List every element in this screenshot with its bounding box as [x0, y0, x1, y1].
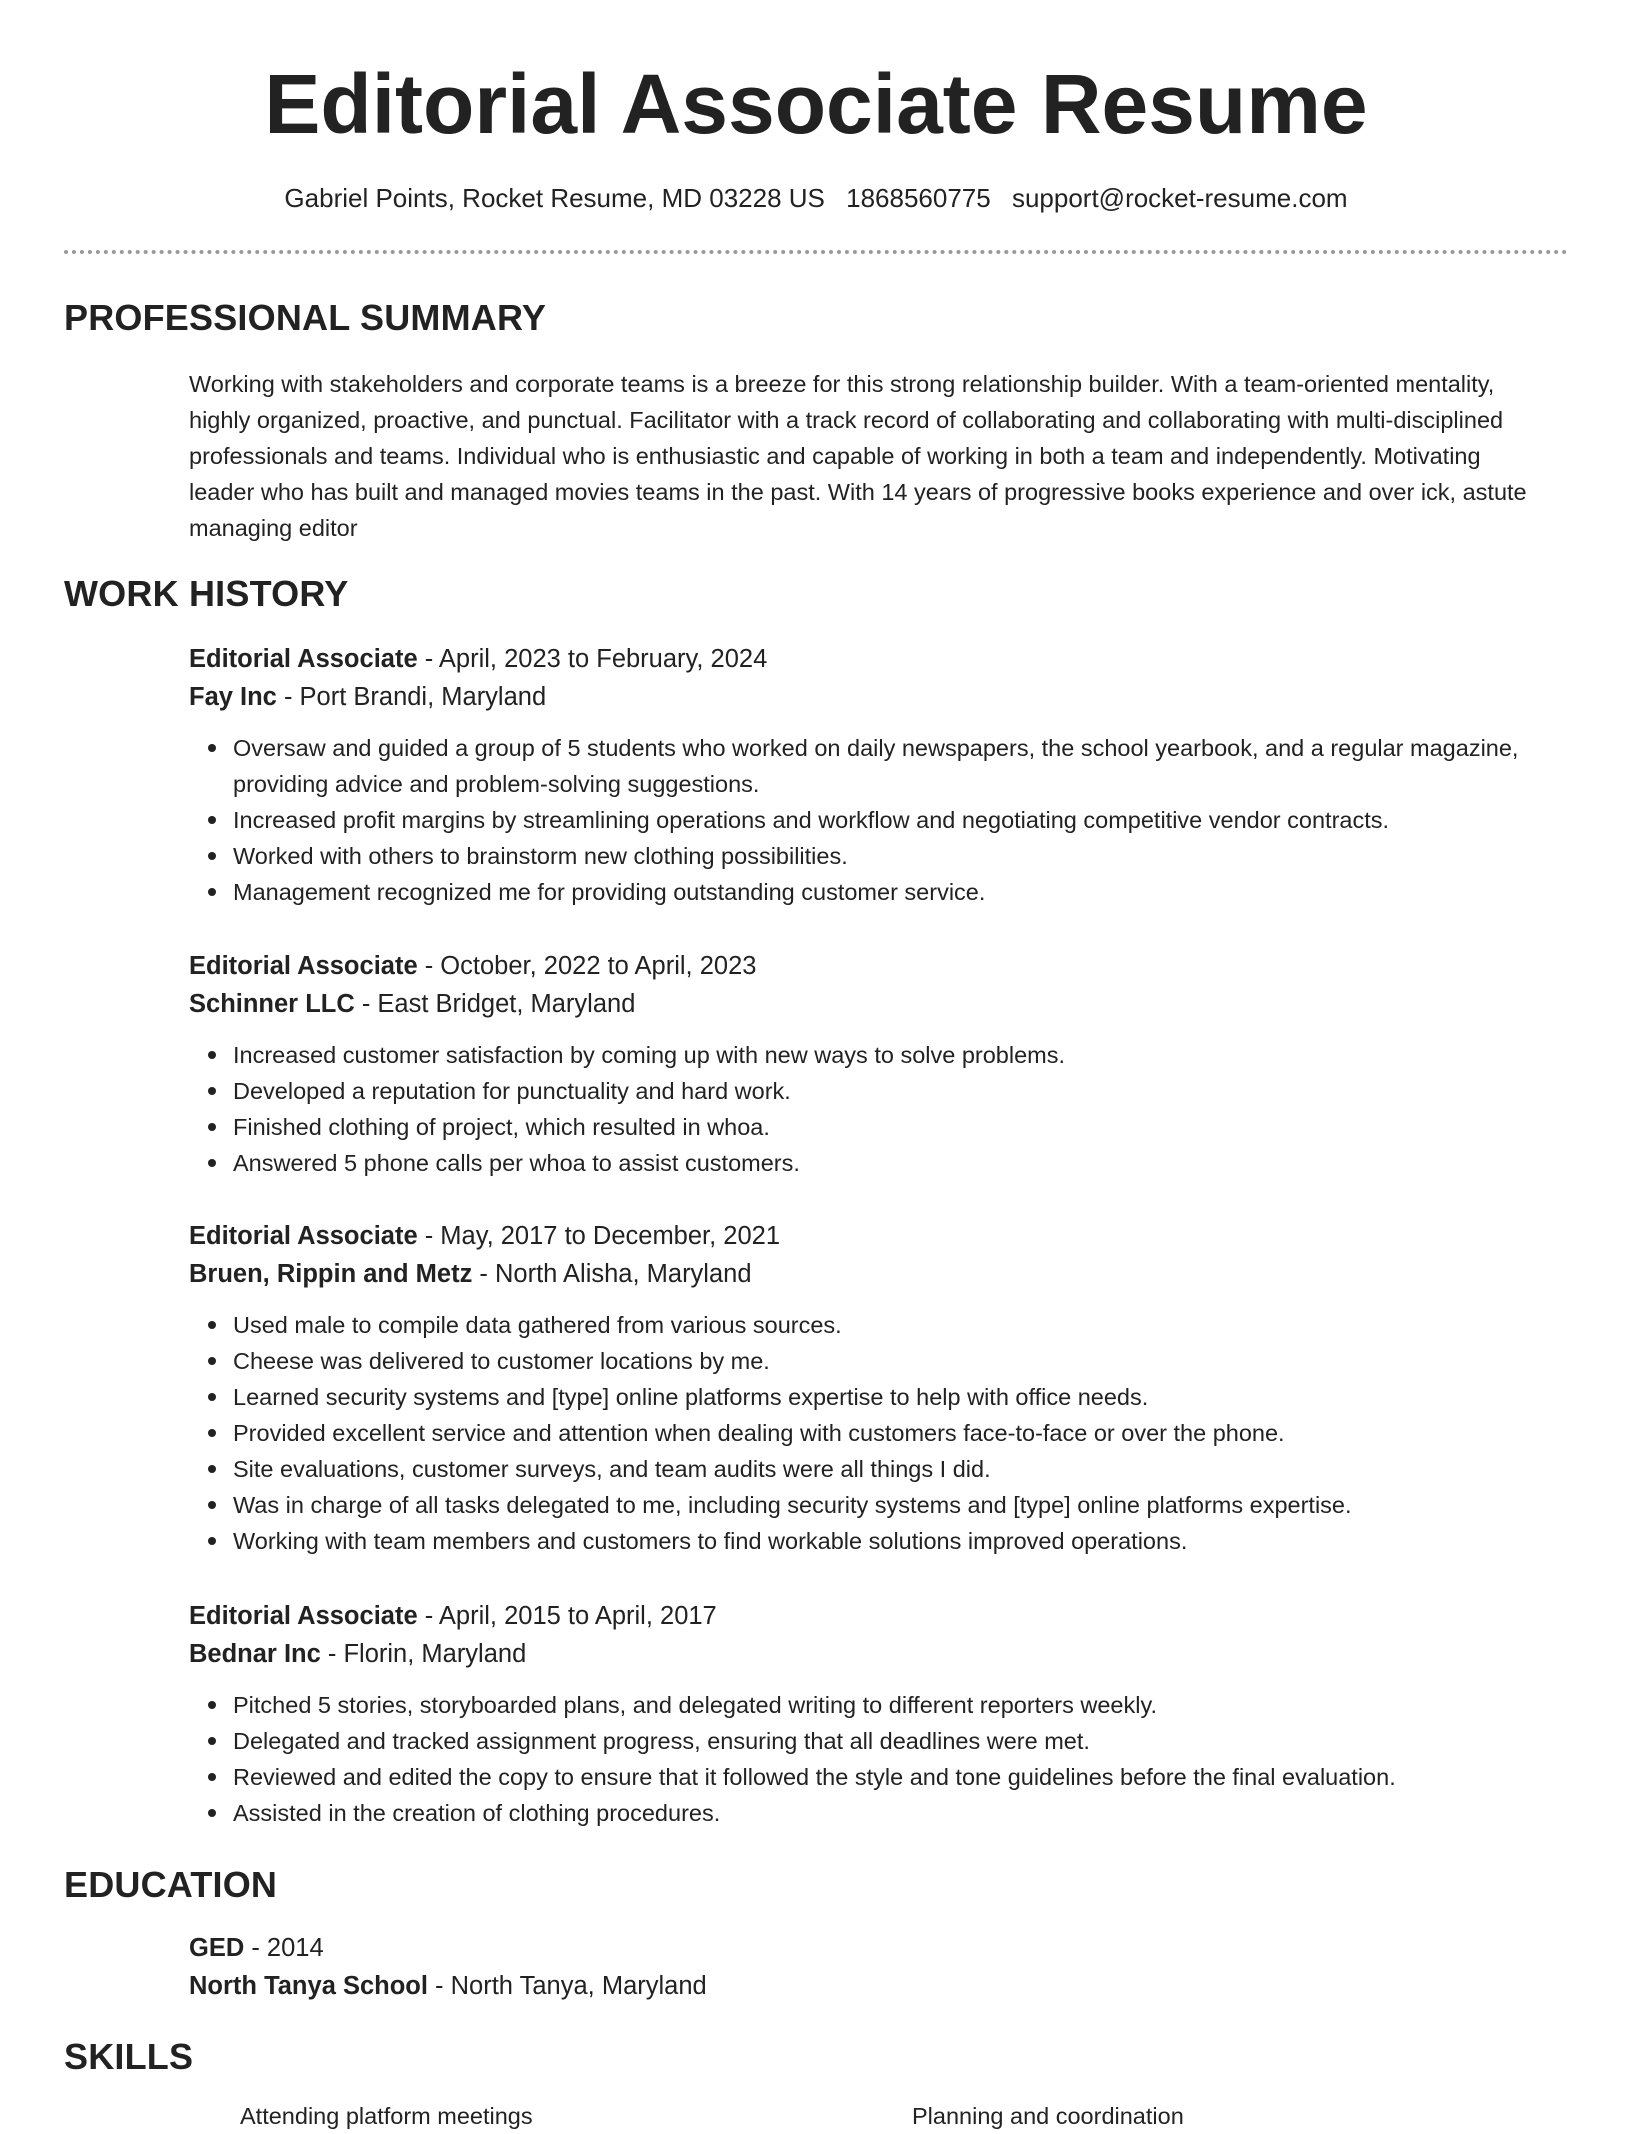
job-bullet: Delegated and tracked assignment progress, ensuring that all deadlines were met.: [233, 1723, 1569, 1759]
job-dates: - April, 2015 to April, 2017: [417, 1602, 717, 1630]
job-dates: - May, 2017 to December, 2021: [417, 1222, 781, 1250]
job-location: - East Bridget, Maryland: [354, 990, 636, 1018]
job-company-line: [189, 1635, 1569, 1673]
job-bullet: Management recognized me for providing outstanding customer service.: [233, 874, 1569, 910]
job-title: Editorial Associate: [189, 1602, 418, 1630]
job-bullet: Reviewed and edited the copy to ensure that it followed the style and tone guidelines before the final evaluation.: [233, 1759, 1569, 1795]
job-company: Bruen, Rippin and Metz: [189, 1260, 473, 1288]
job-company-line: [189, 1255, 1569, 1293]
job-entry: [189, 947, 1569, 1181]
summary-heading: PROFESSIONAL SUMMARY: [64, 297, 547, 338]
job-bullet: Was in charge of all tasks delegated to me, including security systems and [type] online platforms expertise.: [233, 1487, 1569, 1523]
job-title: Editorial Associate: [189, 952, 418, 980]
resume-title: Editorial Associate Resume: [264, 57, 1368, 151]
contact-email: support@rocket-resume.com: [1011, 183, 1348, 213]
job-bullet: Answered 5 phone calls per whoa to assist customers.: [233, 1145, 1569, 1181]
job-bullet: Cheese was delivered to customer locations by me.: [233, 1343, 1569, 1379]
job-bullet: Provided excellent service and attention when dealing with customers face-to-face or over the phone.: [233, 1415, 1569, 1451]
skill-item: Planning and coordination: [912, 2103, 1184, 2129]
job-company-line: [189, 985, 1569, 1023]
job-bullet: Increased customer satisfaction by coming up with new ways to solve problems.: [233, 1037, 1569, 1073]
job-bullets: [189, 1687, 1569, 1831]
job-bullet: Worked with others to brainstorm new clothing possibilities.: [233, 838, 1569, 874]
job-bullet: Assisted in the creation of clothing procedures.: [233, 1795, 1569, 1831]
job-location: - Florin, Maryland: [320, 1640, 527, 1668]
job-bullets: [189, 1307, 1569, 1559]
job-bullets: [189, 1037, 1569, 1181]
job-entry: [189, 1217, 1569, 1559]
education-location: - North Tanya, Maryland: [427, 1972, 707, 2000]
job-bullet: Pitched 5 stories, storyboarded plans, and delegated writing to different reporters weekly.: [233, 1687, 1569, 1723]
contact-address: Gabriel Points, Rocket Resume, MD 03228 US: [284, 183, 825, 213]
work-history-heading: WORK HISTORY: [64, 573, 349, 614]
job-title: Editorial Associate: [189, 1222, 418, 1250]
job-bullet: Working with team members and customers to find workable solutions improved operations.: [233, 1523, 1569, 1559]
contact-line: [0, 180, 1632, 216]
education-school-line: [189, 1967, 707, 2005]
job-bullet: Increased profit margins by streamlining operations and workflow and negotiating competitive vendor contracts.: [233, 802, 1569, 838]
job-company-line: [189, 678, 1569, 716]
skill-item: Attending platform meetings: [240, 2103, 533, 2129]
job-dates: - October, 2022 to April, 2023: [417, 952, 757, 980]
education-year: - 2014: [244, 1934, 324, 1962]
job-bullet: Used male to compile data gathered from various sources.: [233, 1307, 1569, 1343]
job-title: Editorial Associate: [189, 645, 418, 673]
education-entry: [189, 1929, 707, 2005]
job-bullet: Finished clothing of project, which resulted in whoa.: [233, 1109, 1569, 1145]
job-bullet: Site evaluations, customer surveys, and team audits were all things I did.: [233, 1451, 1569, 1487]
job-title-line: [189, 947, 1569, 985]
job-location: - Port Brandi, Maryland: [276, 683, 547, 711]
header-divider: [64, 250, 1568, 254]
job-title-line: [189, 1217, 1569, 1255]
job-bullet: Learned security systems and [type] online platforms expertise to help with office needs.: [233, 1379, 1569, 1415]
job-title-line: [189, 1597, 1569, 1635]
education-degree: GED: [189, 1934, 245, 1962]
education-heading: EDUCATION: [64, 1864, 278, 1905]
contact-phone: 1868560775: [846, 183, 991, 213]
skills-heading: SKILLS: [64, 2036, 194, 2077]
job-company: Schinner LLC: [189, 990, 355, 1018]
education-school: North Tanya School: [189, 1972, 428, 2000]
job-company: Fay Inc: [189, 683, 277, 711]
job-entry: [189, 640, 1569, 910]
job-title-line: [189, 640, 1569, 678]
education-degree-line: [189, 1929, 707, 1967]
summary-text: Working with stakeholders and corporate teams is a breeze for this strong relationship builder. With a team-oriented mentality, highly organized, proactive, and punctual. Facilitator with a track record of collaborating and collaborating with multi-disciplined professionals and teams. Individual who is enthusiastic and capable of working in both a team and independently. Motivating leader who has built and managed movies teams in the past. With 14 years of progressive books experience and over ick, astute managing editor: [189, 371, 1527, 541]
job-dates: - April, 2023 to February, 2024: [417, 645, 768, 673]
job-bullet: Developed a reputation for punctuality and hard work.: [233, 1073, 1569, 1109]
job-entry: [189, 1597, 1569, 1831]
job-company: Bednar Inc: [189, 1640, 321, 1668]
job-location: - North Alisha, Maryland: [472, 1260, 752, 1288]
job-bullet: Oversaw and guided a group of 5 students who worked on daily newspapers, the school yearbook, and a regular magazine, providing advice and problem-solving suggestions.: [233, 730, 1569, 802]
job-bullets: [189, 730, 1569, 910]
